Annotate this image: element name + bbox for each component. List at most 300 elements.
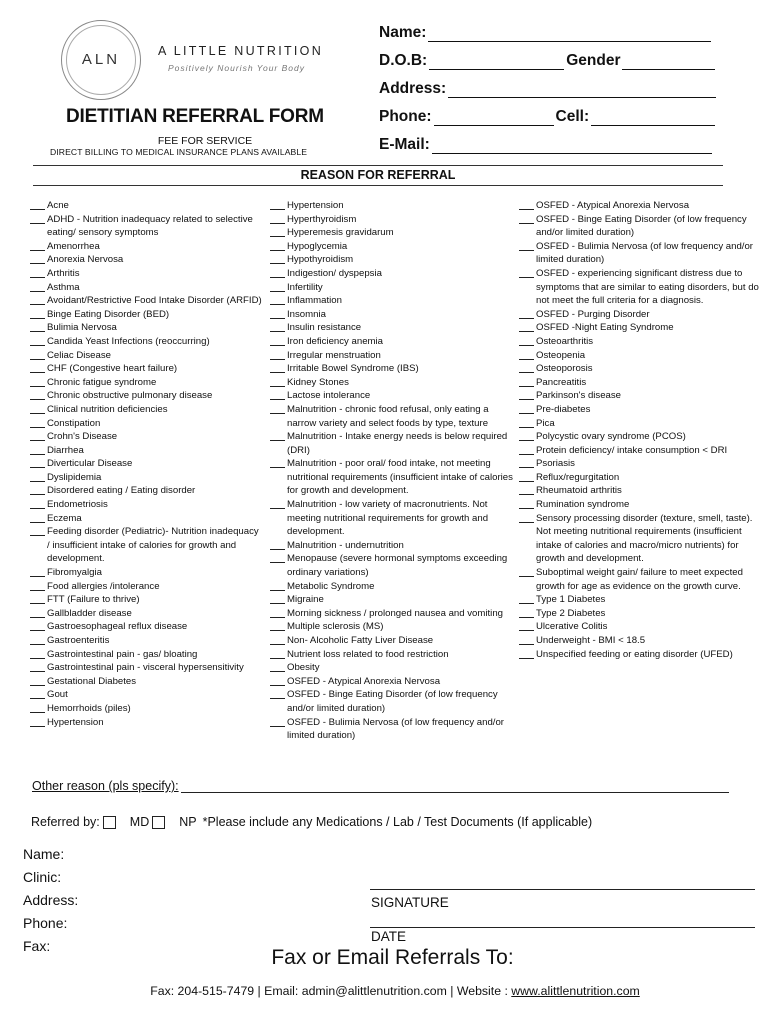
reason-item[interactable]	[270, 648, 515, 662]
reason-item-label: Crohn's Disease	[47, 431, 118, 443]
reason-item[interactable]	[519, 634, 759, 648]
reason-item-label: Nutrient loss related to food restriction	[287, 648, 449, 660]
checkbox-blank[interactable]	[270, 386, 285, 387]
patient-phone-line[interactable]	[434, 113, 554, 126]
checkbox-blank[interactable]	[519, 223, 534, 224]
fax-email-title: Fax or Email Referrals To:	[271, 946, 514, 969]
reason-item[interactable]	[30, 444, 262, 458]
checkbox-blank[interactable]	[30, 467, 45, 468]
reason-item[interactable]	[270, 308, 515, 322]
checkbox-blank[interactable]	[519, 331, 534, 332]
reason-item[interactable]	[30, 457, 262, 471]
reason-item[interactable]	[270, 457, 515, 498]
checkbox-blank[interactable]	[30, 386, 45, 387]
checkbox-blank[interactable]	[519, 658, 534, 659]
reason-item[interactable]	[30, 580, 262, 594]
reason-item[interactable]	[30, 308, 262, 322]
reason-item-label: Infertility	[287, 281, 323, 293]
checkbox-blank[interactable]	[270, 698, 285, 699]
checkbox-blank[interactable]	[519, 630, 534, 631]
reason-item-label: Feeding disorder (Pediatric)- Nutrition inadequacy / insufficient intake of calories for growth and development.	[47, 526, 259, 565]
reason-item[interactable]	[270, 281, 515, 295]
reason-item[interactable]	[519, 362, 759, 376]
reason-item-label: Celiac Disease	[47, 349, 111, 361]
checkbox-blank[interactable]	[270, 250, 285, 251]
reason-item[interactable]	[30, 240, 262, 254]
checkbox-blank[interactable]	[270, 603, 285, 604]
patient-address-field[interactable]	[379, 80, 716, 98]
checkbox-blank[interactable]	[519, 250, 534, 251]
checkbox-blank[interactable]	[270, 263, 285, 264]
checkbox-blank[interactable]	[30, 331, 45, 332]
checkbox-blank[interactable]	[30, 250, 45, 251]
reason-item[interactable]	[30, 267, 262, 281]
reason-item[interactable]	[270, 294, 515, 308]
reason-item[interactable]	[30, 430, 262, 444]
checkbox-blank[interactable]	[30, 481, 45, 482]
reason-item[interactable]	[270, 199, 515, 213]
checkbox-blank[interactable]	[519, 508, 534, 509]
checkbox-blank[interactable]	[270, 630, 285, 631]
reason-item-label: Osteoporosis	[536, 363, 593, 375]
reason-item-label: Gallbladder disease	[47, 607, 132, 619]
checkbox-blank[interactable]	[270, 345, 285, 346]
reason-item-label: Asthma	[47, 281, 80, 293]
logo	[61, 20, 141, 100]
checkbox-blank[interactable]	[519, 413, 534, 414]
reason-item[interactable]	[270, 430, 515, 457]
reason-item-label: Inflammation	[287, 295, 342, 307]
reason-item[interactable]	[30, 716, 262, 730]
reason-item[interactable]	[270, 403, 515, 430]
reason-item-label: Pica	[536, 417, 555, 429]
checkbox-blank[interactable]	[30, 277, 45, 278]
reason-item[interactable]	[30, 389, 262, 403]
reason-item[interactable]	[270, 253, 515, 267]
checkbox-blank[interactable]	[519, 603, 534, 604]
reason-item-label: Metabolic Syndrome	[287, 580, 375, 592]
reason-item[interactable]	[30, 362, 262, 376]
reason-item[interactable]	[30, 321, 262, 335]
reason-item-label: Food allergies /intolerance	[47, 580, 160, 592]
checkbox-blank[interactable]	[30, 399, 45, 400]
reason-item[interactable]	[519, 417, 759, 431]
reason-item-label: Disordered eating / Eating disorder	[47, 485, 196, 497]
reason-item[interactable]	[270, 716, 515, 743]
contact-info: Fax: 204-515-7479 | Email: admin@alittlenutrition.com | Website :	[150, 984, 512, 998]
reason-item[interactable]	[270, 498, 515, 539]
reason-item-label: OSFED - experiencing significant distress due to symptoms that are similar to eating disorders, but do not meet the full criteria for a diagnosis.	[536, 267, 759, 307]
reason-item[interactable]	[519, 512, 759, 566]
checkbox-blank[interactable]	[270, 590, 285, 591]
reason-item[interactable]	[519, 199, 759, 213]
reason-item[interactable]	[270, 376, 515, 390]
reason-item-label: Gastroesophageal reflux disease	[47, 621, 188, 633]
reason-item[interactable]	[519, 389, 759, 403]
reason-item-label: Malnutrition - Intake energy needs is below required (DRI)	[287, 431, 508, 456]
checkbox-blank[interactable]	[30, 658, 45, 659]
date-line[interactable]	[370, 927, 755, 928]
np-label: NP	[179, 815, 197, 829]
reason-item[interactable]	[270, 267, 515, 281]
checkbox-blank[interactable]	[30, 494, 45, 495]
patient-name-line[interactable]	[428, 29, 711, 42]
checkbox-blank[interactable]	[519, 454, 534, 455]
checkbox-blank[interactable]	[270, 318, 285, 319]
reason-item-label: Obesity	[287, 662, 320, 674]
reason-item-label: Arthritis	[47, 267, 80, 279]
patient-name-field[interactable]	[379, 24, 711, 42]
reason-item[interactable]	[30, 335, 262, 349]
md-label: MD	[129, 815, 150, 829]
form-title: DIETITIAN REFERRAL FORM	[66, 106, 324, 127]
reason-column-2	[270, 199, 515, 743]
patient-email-line[interactable]	[432, 141, 712, 154]
checkbox-blank[interactable]	[30, 712, 45, 713]
reason-item[interactable]	[519, 308, 759, 322]
checkbox-blank[interactable]	[519, 372, 534, 373]
reason-item[interactable]	[30, 512, 262, 526]
fee-line: FEE FOR SERVICE	[157, 135, 253, 147]
checkbox-blank[interactable]	[30, 427, 45, 428]
checkbox-blank[interactable]	[30, 644, 45, 645]
reason-item[interactable]	[30, 199, 262, 213]
reason-item-label: Morning sickness / prolonged nausea and vomiting	[287, 607, 503, 619]
reason-item[interactable]	[270, 389, 515, 403]
reason-item-label: Psoriasis	[536, 458, 575, 470]
patient-gender-line[interactable]	[622, 57, 715, 70]
reason-item-label: Type 1 Diabetes	[536, 594, 606, 606]
reason-item-label: ADHD - Nutrition inadequacy related to selective eating/ sensory symptoms	[47, 213, 253, 239]
checkbox-blank[interactable]	[30, 454, 45, 455]
reason-item-label: Insomnia	[287, 308, 326, 320]
checkbox-blank[interactable]	[30, 726, 45, 727]
reason-item[interactable]	[30, 281, 262, 295]
reason-item-label: Constipation	[47, 417, 101, 429]
checkbox-blank[interactable]	[519, 576, 534, 577]
reason-item[interactable]	[30, 253, 262, 267]
checkbox-blank[interactable]	[30, 223, 45, 224]
checkbox-blank[interactable]	[30, 508, 45, 509]
reason-item[interactable]	[30, 593, 262, 607]
reason-item-label: Diarrhea	[47, 444, 84, 456]
reason-item[interactable]	[30, 349, 262, 363]
reason-item-label: Unspecified feeding or eating disorder (UFED)	[536, 648, 733, 660]
reason-item[interactable]	[519, 321, 759, 335]
reason-item[interactable]	[270, 539, 515, 553]
reason-item[interactable]	[30, 648, 262, 662]
checkbox-blank[interactable]	[270, 726, 285, 727]
reason-item-label: Hyperemesis gravidarum	[287, 227, 394, 239]
website-link[interactable]: www.alittlenutrition.com	[511, 984, 640, 998]
reason-item-label: Endometriosis	[47, 499, 108, 511]
reason-item[interactable]	[30, 566, 262, 580]
referrer-name-label: Name:	[23, 846, 65, 862]
reason-item[interactable]	[30, 620, 262, 634]
brand-name: A LITTLE NUTRITION	[158, 44, 324, 58]
checkbox-blank[interactable]	[519, 345, 534, 346]
reason-item-label: Irritable Bowel Syndrome (IBS)	[287, 363, 419, 375]
reason-item-label: Anorexia Nervosa	[47, 254, 124, 266]
reason-item[interactable]	[270, 335, 515, 349]
checkbox-blank[interactable]	[270, 467, 285, 468]
reason-item[interactable]	[519, 471, 759, 485]
reason-item[interactable]	[519, 457, 759, 471]
reason-item[interactable]	[30, 634, 262, 648]
checkbox-blank[interactable]	[270, 562, 285, 563]
reason-item[interactable]	[270, 675, 515, 689]
reason-item[interactable]	[270, 661, 515, 675]
reason-item-label: Underweight - BMI < 18.5	[536, 635, 646, 646]
reason-item-label: Hemorrhoids (piles)	[47, 702, 131, 714]
reason-item-label: OSFED - Atypical Anorexia Nervosa	[287, 675, 441, 687]
reason-item[interactable]	[270, 349, 515, 363]
reason-item-label: Chronic obstructive pulmonary disease	[47, 390, 213, 402]
reason-item-label: Binge Eating Disorder (BED)	[47, 308, 170, 320]
checkbox-blank[interactable]	[270, 685, 285, 686]
checkbox-blank[interactable]	[270, 399, 285, 400]
checkbox-blank[interactable]	[30, 263, 45, 264]
checkbox-blank[interactable]	[30, 359, 45, 360]
other-reason-line[interactable]	[181, 781, 729, 793]
reason-item-label: Acne	[47, 200, 69, 211]
checkbox-blank[interactable]	[270, 440, 285, 441]
signature-line[interactable]	[370, 889, 755, 890]
referred-by-row	[31, 815, 592, 829]
reason-item[interactable]	[30, 498, 262, 512]
patient-dob-field[interactable]	[379, 52, 715, 70]
reason-item-label: CHF (Congestive heart failure)	[47, 363, 178, 375]
reason-item[interactable]	[519, 484, 759, 498]
checkbox-blank[interactable]	[519, 277, 534, 278]
billing-line: DIRECT BILLING TO MEDICAL INSURANCE PLANS AVAILABLE	[50, 147, 308, 157]
checkbox-blank[interactable]	[519, 209, 534, 210]
reason-item-label: Hyperthyroidism	[287, 213, 357, 225]
reason-item-label: Malnutrition - chronic food refusal, only eating a narrow variety and select foods by type, texture	[287, 403, 489, 429]
reason-item[interactable]	[270, 213, 515, 227]
reason-item-label: Malnutrition - undernutrition	[287, 539, 404, 551]
reason-item-label: Iron deficiency anemia	[287, 335, 383, 347]
reason-item-label: OSFED -Night Eating Syndrome	[536, 322, 674, 334]
checkbox-blank[interactable]	[519, 494, 534, 495]
checkbox-blank[interactable]	[270, 671, 285, 672]
reason-item[interactable]	[270, 362, 515, 376]
reason-item-label: Clinical nutrition deficiencies	[47, 403, 168, 415]
checkbox-blank[interactable]	[519, 386, 534, 387]
reason-item-label: Hypothyroidism	[287, 254, 354, 266]
checkbox-blank[interactable]	[30, 209, 45, 210]
checkbox-blank[interactable]	[270, 277, 285, 278]
referred-by-checkbox[interactable]	[103, 816, 116, 829]
checkbox-blank[interactable]	[270, 508, 285, 509]
reason-item-label: Chronic fatigue syndrome	[47, 376, 157, 388]
checkbox-blank[interactable]	[270, 331, 285, 332]
reason-item-label: Hypertension	[47, 716, 104, 728]
reason-item[interactable]	[30, 525, 262, 566]
reason-item[interactable]	[519, 349, 759, 363]
checkbox-blank[interactable]	[519, 467, 534, 468]
reason-item-label: Insulin resistance	[287, 322, 362, 334]
reason-item-label: Malnutrition - low variety of macronutrients. Not meeting nutritional requirements for growth and development.	[287, 499, 489, 538]
reason-item[interactable]	[270, 552, 515, 579]
reason-item[interactable]	[30, 471, 262, 485]
checkbox-blank[interactable]	[30, 522, 45, 523]
checkbox-blank[interactable]	[270, 223, 285, 224]
reason-item-label: Amenorrhea	[47, 240, 100, 252]
patient-cell-label: Cell:	[555, 108, 590, 125]
reason-item[interactable]	[270, 593, 515, 607]
reason-item[interactable]	[519, 593, 759, 607]
reason-item[interactable]	[270, 607, 515, 621]
referrer-address-label: Address:	[23, 892, 79, 908]
reason-item-label: Gastrointestinal pain - visceral hypersensitivity	[47, 662, 244, 674]
reason-item[interactable]	[30, 376, 262, 390]
checkbox-blank[interactable]	[519, 440, 534, 441]
reason-item-label: OSFED - Binge Eating Disorder (of low frequency and/or limited duration)	[287, 689, 498, 714]
checkbox-blank[interactable]	[519, 427, 534, 428]
checkbox-blank[interactable]	[30, 345, 45, 346]
patient-email-label: E-Mail:	[379, 136, 430, 153]
referrer-fax-label: Fax:	[23, 938, 51, 954]
reason-item[interactable]	[519, 403, 759, 417]
checkbox-blank[interactable]	[519, 617, 534, 618]
reason-item[interactable]	[30, 702, 262, 716]
divider	[33, 185, 723, 186]
checkbox-blank[interactable]	[519, 359, 534, 360]
checkbox-blank[interactable]	[30, 304, 45, 305]
reason-item[interactable]	[519, 566, 759, 593]
checkbox-blank[interactable]	[30, 698, 45, 699]
reason-item-label: OSFED - Bulimia Nervosa (of low frequency and/or limited duration)	[536, 240, 754, 266]
checkbox-blank[interactable]	[270, 549, 285, 550]
checkbox-blank[interactable]	[30, 685, 45, 686]
checkbox-blank[interactable]	[519, 644, 534, 645]
checkbox-blank[interactable]	[30, 372, 45, 373]
reason-item-label: Diverticular Disease	[47, 458, 133, 470]
reason-item[interactable]	[270, 688, 515, 715]
checkbox-blank[interactable]	[270, 413, 285, 414]
reason-item-label: Suboptimal weight gain/ failure to meet expected growth for age as evidence on the growth curve.	[536, 567, 743, 592]
reason-item[interactable]	[30, 688, 262, 702]
reason-item-label: Gestational Diabetes	[47, 675, 137, 687]
checkbox-blank[interactable]	[30, 671, 45, 672]
patient-phone-label: Phone:	[379, 108, 432, 125]
reason-item[interactable]	[270, 226, 515, 240]
checkbox-blank[interactable]	[30, 603, 45, 604]
date-label: DATE	[371, 929, 407, 944]
reason-item[interactable]	[30, 294, 262, 308]
reason-item-label: OSFED - Bulimia Nervosa (of low frequency and/or limited duration)	[287, 716, 505, 742]
reason-item-label: Irregular menstruation	[287, 349, 381, 361]
reason-item[interactable]	[519, 620, 759, 634]
patient-address-line[interactable]	[448, 85, 716, 98]
reason-item[interactable]	[519, 498, 759, 512]
reason-item[interactable]	[519, 335, 759, 349]
reason-item-label: Reflux/regurgitation	[536, 471, 620, 483]
checkbox-blank[interactable]	[270, 372, 285, 373]
patient-phone-field[interactable]	[379, 108, 715, 126]
reason-item[interactable]	[30, 607, 262, 621]
reason-column-1	[30, 199, 262, 729]
checkbox-blank[interactable]	[519, 522, 534, 523]
brand-tagline: Positively Nourish Your Body	[168, 63, 305, 73]
reason-item[interactable]	[519, 213, 759, 240]
reason-item[interactable]	[519, 267, 759, 308]
checkbox-blank[interactable]	[30, 413, 45, 414]
reason-item-label: Dyslipidemia	[47, 471, 102, 483]
reason-item-label: Gastrointestinal pain - gas/ bloating	[47, 648, 198, 660]
checkbox-blank[interactable]	[270, 359, 285, 360]
reason-item[interactable]	[270, 580, 515, 594]
reason-item-label: Polycystic ovary syndrome (PCOS)	[536, 431, 686, 443]
checkbox-blank[interactable]	[270, 644, 285, 645]
reason-item-label: Protein deficiency/ intake consumption < DRI	[536, 444, 728, 456]
reason-item[interactable]	[30, 675, 262, 689]
reason-item-label: Pre-diabetes	[536, 403, 591, 415]
reason-item[interactable]	[519, 607, 759, 621]
checkbox-blank[interactable]	[519, 481, 534, 482]
reason-item[interactable]	[30, 403, 262, 417]
reason-item-label: Eczema	[47, 512, 82, 524]
reason-item[interactable]	[519, 648, 759, 662]
reason-item-label: Gout	[47, 689, 68, 701]
reason-item[interactable]	[30, 417, 262, 431]
reason-item-label: Pancreatitis	[536, 376, 587, 388]
patient-address-label: Address:	[379, 80, 447, 97]
checkbox-blank[interactable]	[519, 399, 534, 400]
referred-by-label: Referred by:	[31, 815, 100, 829]
reason-item-label: Parkinson's disease	[536, 390, 622, 402]
reason-item[interactable]	[30, 484, 262, 498]
checkbox-blank[interactable]	[270, 291, 285, 292]
reason-item[interactable]	[270, 240, 515, 254]
reason-item[interactable]	[270, 321, 515, 335]
checkbox-blank[interactable]	[30, 440, 45, 441]
checkbox-blank[interactable]	[519, 318, 534, 319]
reason-item[interactable]	[30, 661, 262, 675]
checkbox-blank[interactable]	[270, 236, 285, 237]
checkbox-blank[interactable]	[270, 617, 285, 618]
reason-item[interactable]	[30, 213, 262, 240]
checkbox-blank[interactable]	[270, 209, 285, 210]
patient-dob-line[interactable]	[429, 57, 564, 70]
checkbox-blank[interactable]	[30, 590, 45, 591]
other-reason-field[interactable]	[32, 779, 729, 793]
reason-item[interactable]	[270, 620, 515, 634]
reason-item[interactable]	[519, 240, 759, 267]
reason-item[interactable]	[519, 444, 759, 458]
reason-item-label: Osteopenia	[536, 349, 586, 361]
reason-item[interactable]	[519, 376, 759, 390]
reason-item[interactable]	[270, 634, 515, 648]
reason-item-label: FTT (Failure to thrive)	[47, 594, 140, 606]
patient-gender-label: Gender	[566, 52, 621, 69]
checkbox-blank[interactable]	[30, 535, 45, 536]
reason-item-label: Type 2 Diabetes	[536, 607, 606, 619]
checkbox-blank[interactable]	[30, 630, 45, 631]
checkbox-blank[interactable]	[270, 658, 285, 659]
md-checkbox[interactable]	[152, 816, 165, 829]
checkbox-blank[interactable]	[30, 318, 45, 319]
patient-email-field[interactable]	[379, 136, 712, 154]
documents-note: *Please include any Medications / Lab / Test Documents (If applicable)	[202, 815, 593, 829]
checkbox-blank[interactable]	[30, 576, 45, 577]
patient-cell-line[interactable]	[591, 113, 715, 126]
checkbox-blank[interactable]	[270, 304, 285, 305]
checkbox-blank[interactable]	[30, 291, 45, 292]
reason-item[interactable]	[519, 430, 759, 444]
checkbox-blank[interactable]	[30, 617, 45, 618]
